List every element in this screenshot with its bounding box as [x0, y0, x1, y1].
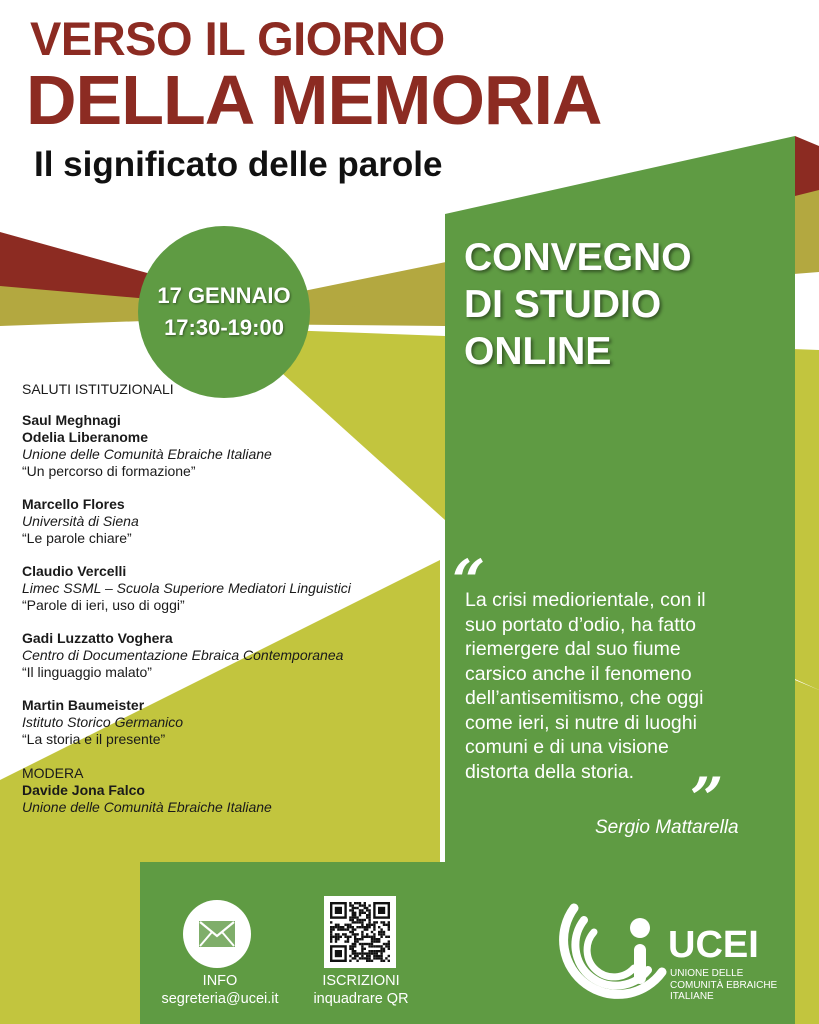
quote-line: comuni e di una visione — [465, 736, 669, 758]
quote-line: distorta della storia. — [465, 760, 635, 783]
quote-line: carsico anche il fenomeno — [465, 662, 692, 685]
registration-info — [298, 972, 424, 1008]
logo-subtitle-line: COMUNITÀ EBRAICHE — [670, 979, 778, 991]
talk-title: “Un percorso di formazione” — [22, 463, 196, 479]
lime-tail-right — [795, 680, 819, 1024]
moderator-label: MODERA — [22, 765, 84, 781]
quote-text — [465, 588, 775, 784]
speaker-name: Martin Baumeister — [22, 697, 145, 713]
speaker-entry — [22, 630, 442, 681]
speaker-entry — [22, 496, 442, 547]
quote-line: come ieri, si nutre di luoghi — [465, 711, 697, 734]
registration-hint: inquadrare QR — [313, 991, 409, 1007]
speaker-affiliation: Unione delle Comunità Ebraiche Italiane — [22, 446, 272, 462]
title-line-2: DELLA MEMORIA — [26, 61, 602, 139]
subtitle: Il significato delle parole — [34, 145, 443, 184]
speaker-entry — [22, 412, 442, 480]
speaker-entry — [22, 697, 442, 748]
moderator-name: Davide Jona Falco — [22, 782, 145, 798]
info-contact — [150, 972, 290, 1008]
event-date: 17 GENNAIO — [157, 283, 291, 308]
info-email-button[interactable] — [183, 900, 251, 968]
qr-code-icon — [324, 896, 396, 968]
talk-title: “Le parole chiare” — [22, 530, 132, 546]
registration-qr-code[interactable] — [324, 896, 396, 968]
event-type-line: ONLINE — [464, 330, 612, 373]
logo-subtitle-line: UNIONE DELLE — [670, 968, 744, 979]
registration-label: ISCRIZIONI — [322, 973, 400, 989]
logo-subtitle — [670, 968, 777, 1003]
event-time: 17:30-19:00 — [164, 315, 284, 340]
speaker-affiliation: Istituto Storico Germanico — [22, 714, 184, 730]
logo-name: UCEI — [668, 924, 759, 966]
greetings-label: SALUTI ISTITUZIONALI — [22, 381, 174, 397]
quote-author: Sergio Mattarella — [595, 817, 739, 838]
speaker-name: Odelia Liberanome — [22, 429, 149, 445]
talk-title: “La storia e il presente” — [22, 731, 166, 747]
event-type-line: DI STUDIO — [464, 283, 662, 326]
date-badge — [138, 226, 310, 398]
logo-subtitle-line: ITALIANE — [670, 991, 714, 1002]
speaker-affiliation: Centro di Documentazione Ebraica Contemporanea — [22, 647, 344, 663]
speaker-name: Marcello Flores — [22, 496, 125, 512]
quote-open-mark: “ — [452, 547, 486, 615]
event-type-line: CONVEGNO — [464, 236, 692, 279]
info-label: INFO — [202, 973, 238, 989]
speaker-name: Claudio Vercelli — [22, 563, 127, 579]
ucei-logo-mark — [540, 898, 668, 1006]
speaker-affiliation: Università di Siena — [22, 513, 139, 529]
talk-title: “Il linguaggio malato” — [22, 664, 152, 680]
envelope-icon — [198, 920, 236, 948]
quote-line: La crisi mediorientale, con il — [465, 589, 706, 611]
speaker-entry — [22, 563, 442, 614]
event-type-heading — [464, 234, 692, 375]
speaker-name: Saul Meghnagi — [22, 412, 121, 428]
quote-close-mark: ” — [690, 765, 724, 833]
talk-title: “Parole di ieri, uso di oggi” — [22, 597, 185, 613]
moderator-affiliation: Unione delle Comunità Ebraiche Italiane — [22, 799, 272, 815]
info-email-link[interactable]: segreteria@ucei.it — [161, 991, 279, 1007]
quote-line: dell’antisemitismo, che oggi — [465, 687, 704, 709]
speaker-affiliation: Limec SSML – Scuola Superiore Mediatori Linguistici — [22, 580, 351, 596]
quote-line: riemergere dal suo fiume — [465, 638, 681, 660]
program-list — [22, 380, 442, 816]
speaker-name: Gadi Luzzatto Voghera — [22, 630, 173, 646]
quote-line: suo portato d’odio, ha fatto — [465, 613, 696, 636]
dark-red-beam-right — [795, 136, 819, 196]
title-line-1: VERSO IL GIORNO — [30, 12, 445, 65]
